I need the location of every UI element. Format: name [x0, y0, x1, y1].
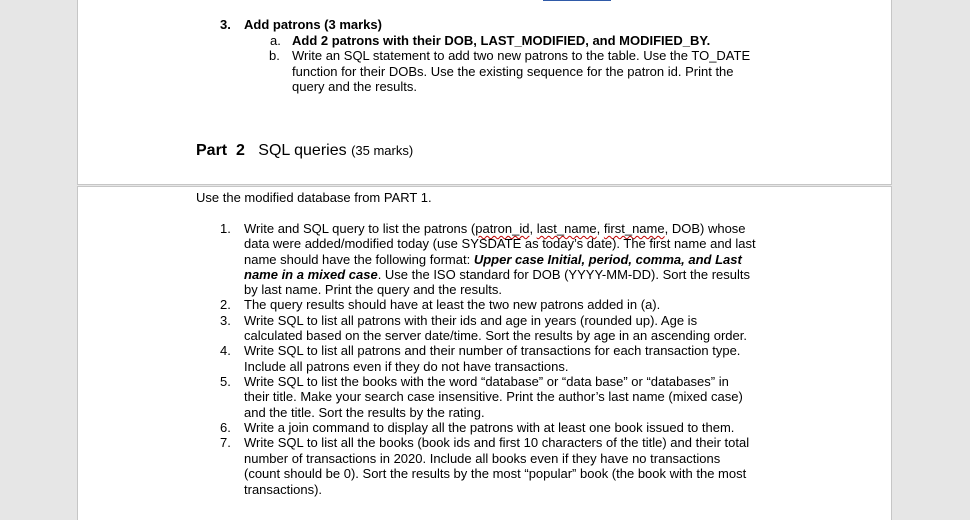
item-line: and the title. Sort the results by the rating.: [244, 405, 485, 420]
q1-line: name should have the following format: Upper case Initial, period, comma, and Last: [244, 252, 742, 267]
item-line: Write SQL to list all the books (book ids and first 10 characters of the title) and their total: [244, 435, 750, 450]
spellcheck-word[interactable]: first_name: [603, 221, 665, 236]
item-line: Write SQL to list the books with the word “database” or “data base” or “databases” in: [244, 374, 729, 389]
item-line: The query results should have at least the two new patrons added in (a).: [244, 297, 661, 312]
section3-a-text: Add 2 patrons with their DOB, LAST_MODIFIED, and MODIFIED_BY.: [292, 33, 711, 48]
item-line: Write a join command to display all the patrons with at least one book issued to them.: [244, 420, 735, 435]
part2-number: 2: [236, 142, 245, 159]
item-line: calculated based on the server date/time. Sort the results by age in an ascending order.: [244, 328, 747, 343]
item-number: 6.: [220, 420, 231, 435]
item-line: (count should be 0). Sort the results by the most “popular” book (the book with the most: [244, 466, 747, 481]
q1-line: by last name. Print the query and the results.: [244, 282, 502, 297]
section3-b-line: query and the results.: [292, 79, 418, 94]
q1-line: name in a mixed case. Use the ISO standard for DOB (YYYY-MM-DD). Sort the results: [244, 267, 750, 282]
spellcheck-word[interactable]: last_name: [536, 221, 597, 236]
part2-label: Part: [196, 142, 228, 159]
item-number: 2.: [220, 297, 231, 312]
intro-text: Use the modified database from PART 1.: [196, 190, 432, 205]
item-number: 7.: [220, 435, 231, 450]
item-number: 4.: [220, 343, 231, 358]
section3-title: Add patrons (3 marks): [244, 17, 382, 32]
part2-heading: [196, 142, 413, 160]
part2-title: SQL queries: [258, 142, 347, 159]
section3-b-line: Write an SQL statement to add two new patrons to the table. Use the TO_DATE: [292, 48, 751, 63]
item-line: their title. Make your search case insensitive. Print the author’s last name (mixed case): [244, 389, 743, 404]
item-line: Include all patrons even if they do not have transactions.: [244, 359, 569, 374]
item-line: transactions).: [244, 482, 323, 497]
section3-a-label: a.: [270, 33, 281, 48]
section3-number: 3.: [220, 17, 231, 32]
item-line: Write SQL to list all patrons with their ids and age in years (rounded up). Age is: [244, 313, 698, 328]
hyperlink-underline: [543, 0, 611, 1]
item-line: number of transactions in 2020. Include all books even if they have no transactions: [244, 451, 721, 466]
part2-marks: (35 marks): [351, 143, 414, 158]
q1-number: 1.: [220, 221, 231, 236]
spellcheck-word[interactable]: patron_id: [475, 221, 530, 236]
section3-b-label: b.: [269, 48, 280, 63]
q1-line: data were added/modified today (use SYSDATE as today’s date). The first name and last: [244, 236, 756, 251]
item-number: 5.: [220, 374, 231, 389]
section3-b-line: function for their DOBs. Use the existing sequence for the patron id. Print the: [292, 64, 734, 79]
q1-line: Write and SQL query to list the patrons (patron_id, last_name, first_name, DOB) whose: [244, 221, 746, 236]
item-line: Write SQL to list all patrons and their number of transactions for each transaction type.: [244, 343, 741, 358]
item-number: 3.: [220, 313, 231, 328]
